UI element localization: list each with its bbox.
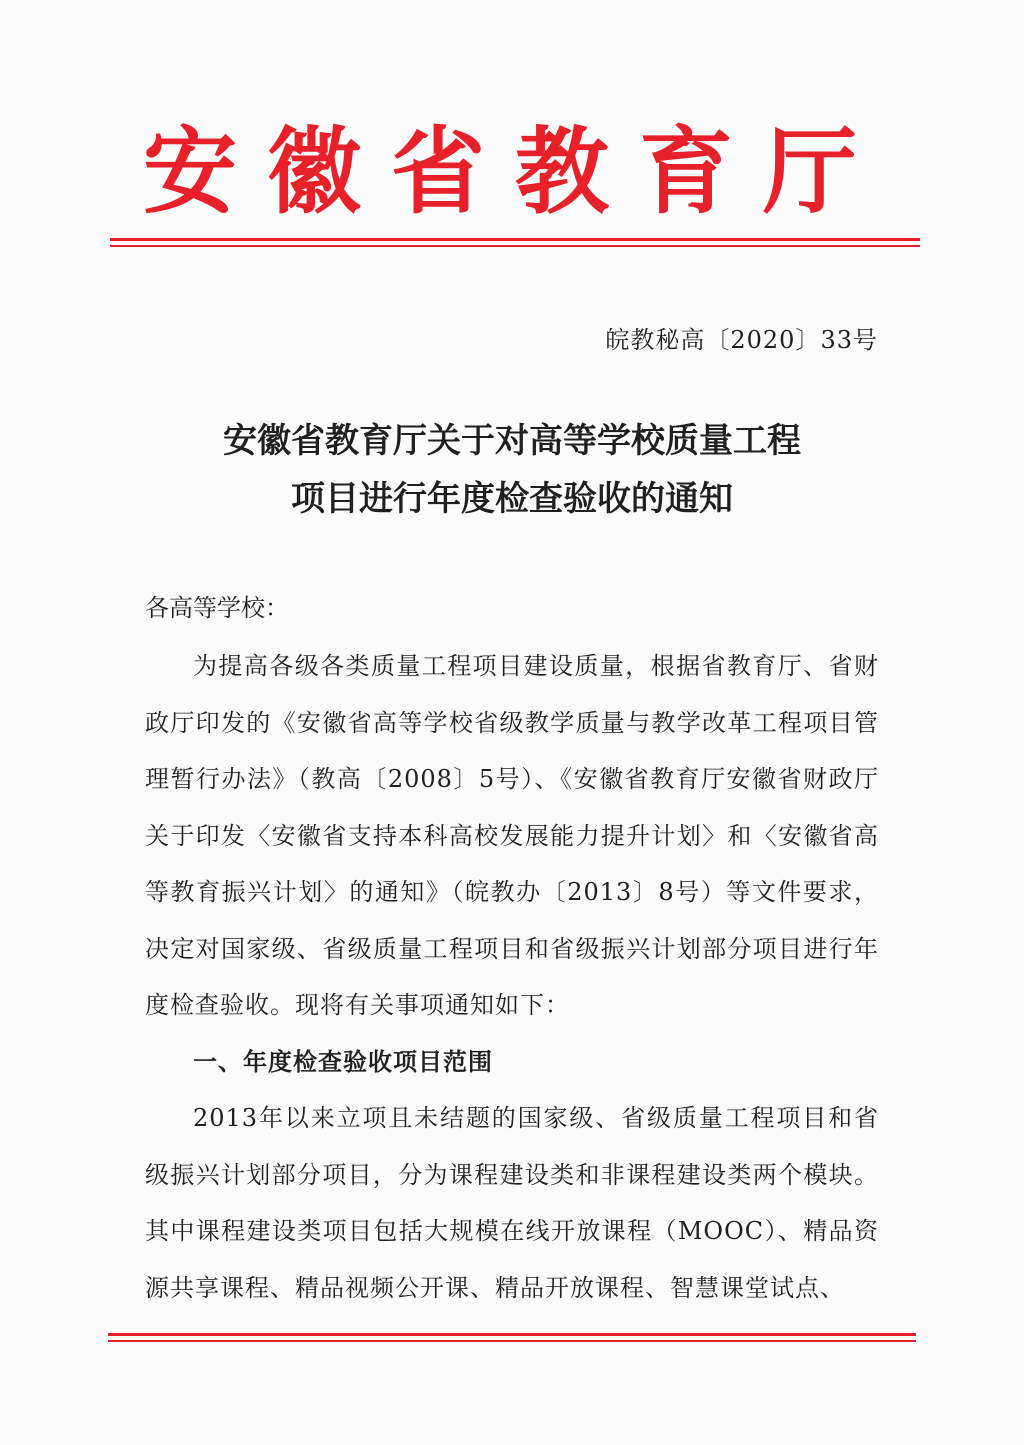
document-body bbox=[145, 638, 879, 1316]
document-number: 皖教秘高〔2020〕33号 bbox=[605, 326, 878, 354]
body-paragraph-1: 为提高各级各类质量工程项目建设质量，根据省教育厅、省财政厅印发的《安徽省高等学校省级教学质量与教学改革工程项目管理暂行办法》（教高〔2008〕5号）、《安徽省教育厅安徽省财政厅关于印发〈安徽省支持本科高校发展能力提升计划〉和〈安徽省高等教育振兴计划〉的通知》（皖教办〔2013〕8号）等文件要求，决定对国家级、省级质量工程项目和省级振兴计划部分项目进行年度检查验收。现将有关事项通知如下： bbox=[145, 652, 879, 1019]
footer-red-rule bbox=[108, 1333, 916, 1346]
document-title-line-1: 安徽省教育厅关于对高等学校质量工程 bbox=[223, 421, 801, 461]
salutation: 各高等学校： bbox=[145, 594, 289, 622]
organization-header: 安徽省教育厅 bbox=[142, 118, 887, 227]
header-red-rule bbox=[110, 238, 920, 251]
document-title bbox=[150, 412, 874, 528]
body-paragraph-2: 2013年以来立项且未结题的国家级、省级质量工程项目和省级振兴计划部分项目，分为课程建设类和非课程建设类两个模块。其中课程建设类项目包括大规模在线开放课程（MOOC）、精品资源共享课程、精品视频公开课、精品开放课程、智慧课堂试点、 bbox=[145, 1104, 879, 1302]
document-title-line-2: 项目进行年度检查验收的通知 bbox=[291, 479, 733, 519]
section-heading-1: 一、年度检查验收项目范围 bbox=[193, 1047, 493, 1076]
